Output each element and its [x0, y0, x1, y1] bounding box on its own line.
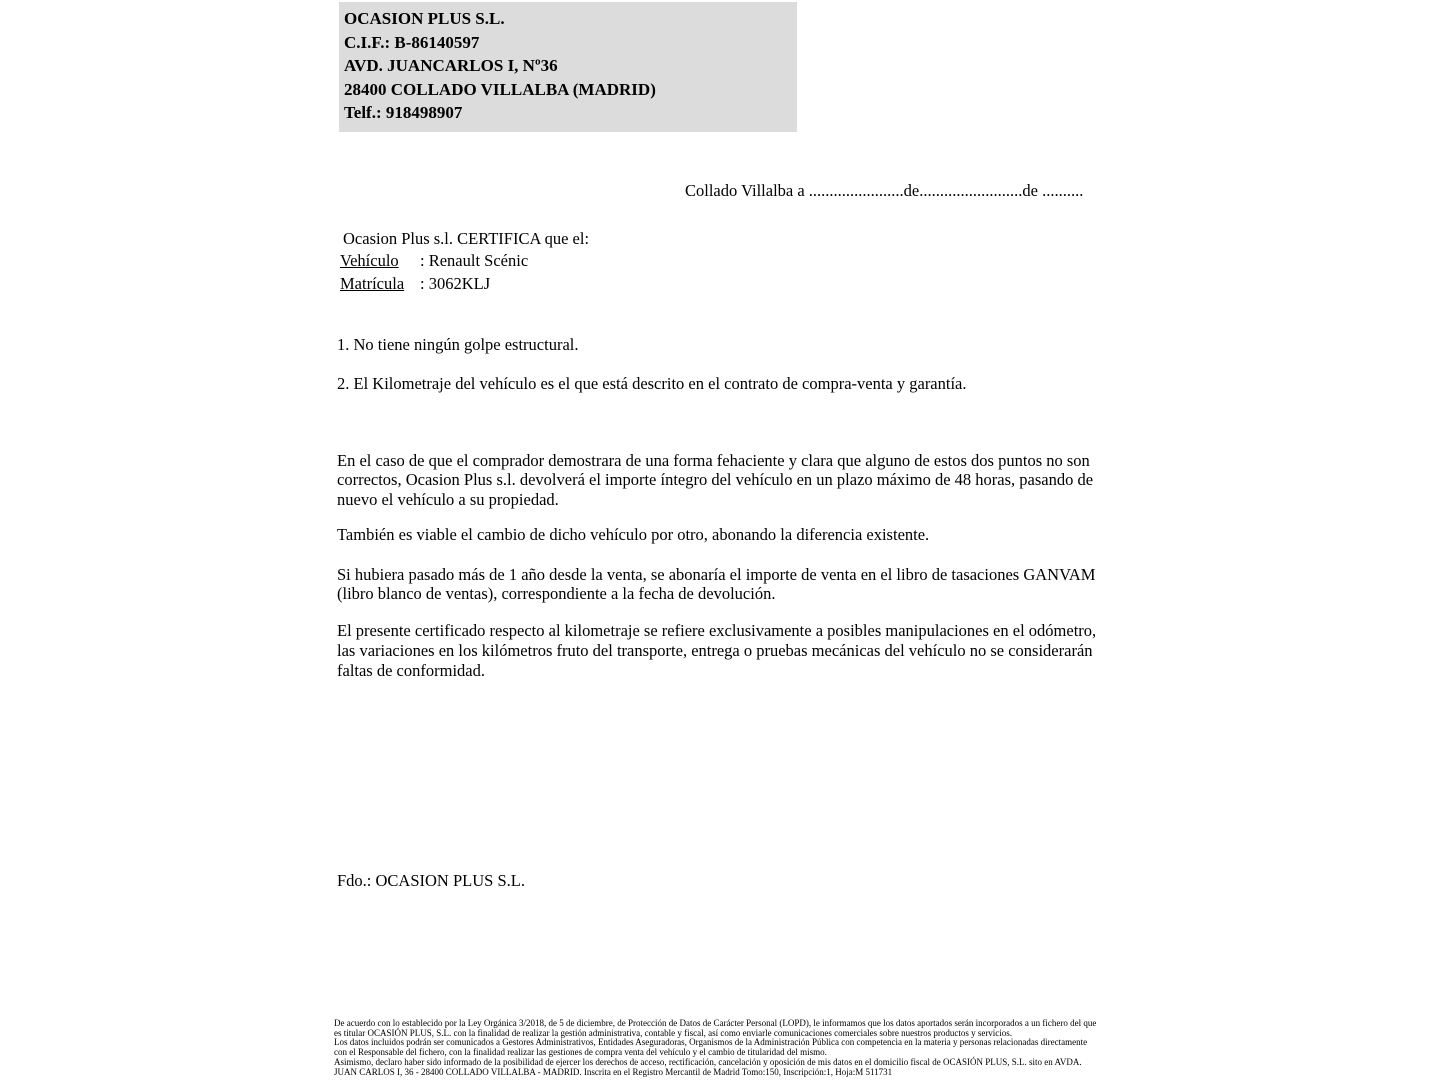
- vehicle-value: : Renault Scénic: [420, 250, 529, 270]
- company-phone: Telf.: 918498907: [344, 103, 463, 122]
- document-content: [337, 0, 1100, 891]
- vehicle-label-wrap: [340, 249, 420, 272]
- paragraph-exchange-option: También es viable el cambio de dicho vehículo por otro, abonando la diferencia existente.: [337, 524, 930, 544]
- vehicle-row: [337, 249, 1100, 272]
- company-header-box: [339, 2, 797, 132]
- company-name: OCASION PLUS S.L.: [344, 9, 505, 28]
- date-line: Collado Villalba a .......................de.........................de ..........: [685, 180, 1084, 200]
- legal-footer: [334, 1019, 1100, 1077]
- legal-footer-paragraph-rights: Asimismo, declaro haber sido informado de la posibilidad de ejercer los derechos de acceso, rectificación, cancelación y oposición de mis datos en el domicilio fiscal de OCASIÓN PLUS, S.L. sito en AVDA. JUAN CARLOS I, 36 - 28400 COLLADO VILLALBA - MADRID. Inscrita en el Registro Mercantil de Madrid Tomo:150, Inscripción:1, Hoja:M 511731: [334, 1056, 1082, 1077]
- vehicle-label: Vehículo: [340, 250, 399, 270]
- plate-label-wrap: [340, 272, 420, 295]
- company-address: AVD. JUANCARLOS I, Nº36: [344, 56, 558, 75]
- paragraph-odometer-disclaimer: El presente certificado respecto al kilometraje se refiere exclusivamente a posibles manipulaciones en el odómetro, las variaciones en los kilómetros fruto del transporte, entrega o pruebas mecánicas del vehículo no se considerarán faltas de conformidad.: [337, 621, 1097, 680]
- paragraph-ganvam-valuation: Si hubiera pasado más de 1 año desde la venta, se abonaría el importe de venta en el libro de tasaciones GANVAM (libro blanco de ventas), correspondiente a la fecha de devolución.: [337, 564, 1096, 604]
- certificate-point-2: 2. El Kilometraje del vehículo es el que está descrito en el contrato de compra-venta y garantía.: [337, 373, 967, 393]
- plate-row: [337, 272, 1100, 295]
- company-city: 28400 COLLADO VILLALBA (MADRID): [344, 79, 656, 99]
- plate-label: Matrícula: [340, 273, 405, 293]
- certify-intro: Ocasion Plus s.l. CERTIFICA que el:: [343, 228, 590, 248]
- plate-value: : 3062KLJ: [420, 273, 491, 293]
- legal-footer-paragraph-data-sharing: Los datos incluidos podrán ser comunicados a Gestores Administrativos, Entidades Aseguradoras, Organismos de la Administración Pública con competencia en la materia y personas relacionadas directamente con el Responsable del fichero, con la finalidad realizar las gestiones de compra venta del vehículo y el cambio de titularidad del mismo.: [334, 1037, 1088, 1058]
- paragraph-refund-terms: En el caso de que el comprador demostrara de una forma fehaciente y clara que alguno de estos dos puntos no son correctos, Ocasion Plus s.l. devolverá el importe íntegro del vehículo en un plazo máximo de 48 horas, pasando de nuevo el vehículo a su propiedad.: [337, 450, 1094, 510]
- signature-line: Fdo.: OCASION PLUS S.L.: [337, 870, 525, 890]
- certificate-point-1: 1. No tiene ningún golpe estructural.: [337, 334, 579, 354]
- legal-footer-paragraph-lopd: De acuerdo con lo establecido por la Ley Orgánica 3/2018, de 5 de diciembre, de Protección de Datos de Carácter Personal (LOPD), le informamos que los datos aportados serán incorporados a un fichero del que es titular OCASIÓN PLUS, S.L. con la finalidad de realizar la gestión administrativa, contable y fiscal, así como enviarle comunicaciones comerciales sobre nuestros productos y servicios.: [334, 1018, 1097, 1038]
- company-cif: C.I.F.: B-86140597: [344, 32, 480, 52]
